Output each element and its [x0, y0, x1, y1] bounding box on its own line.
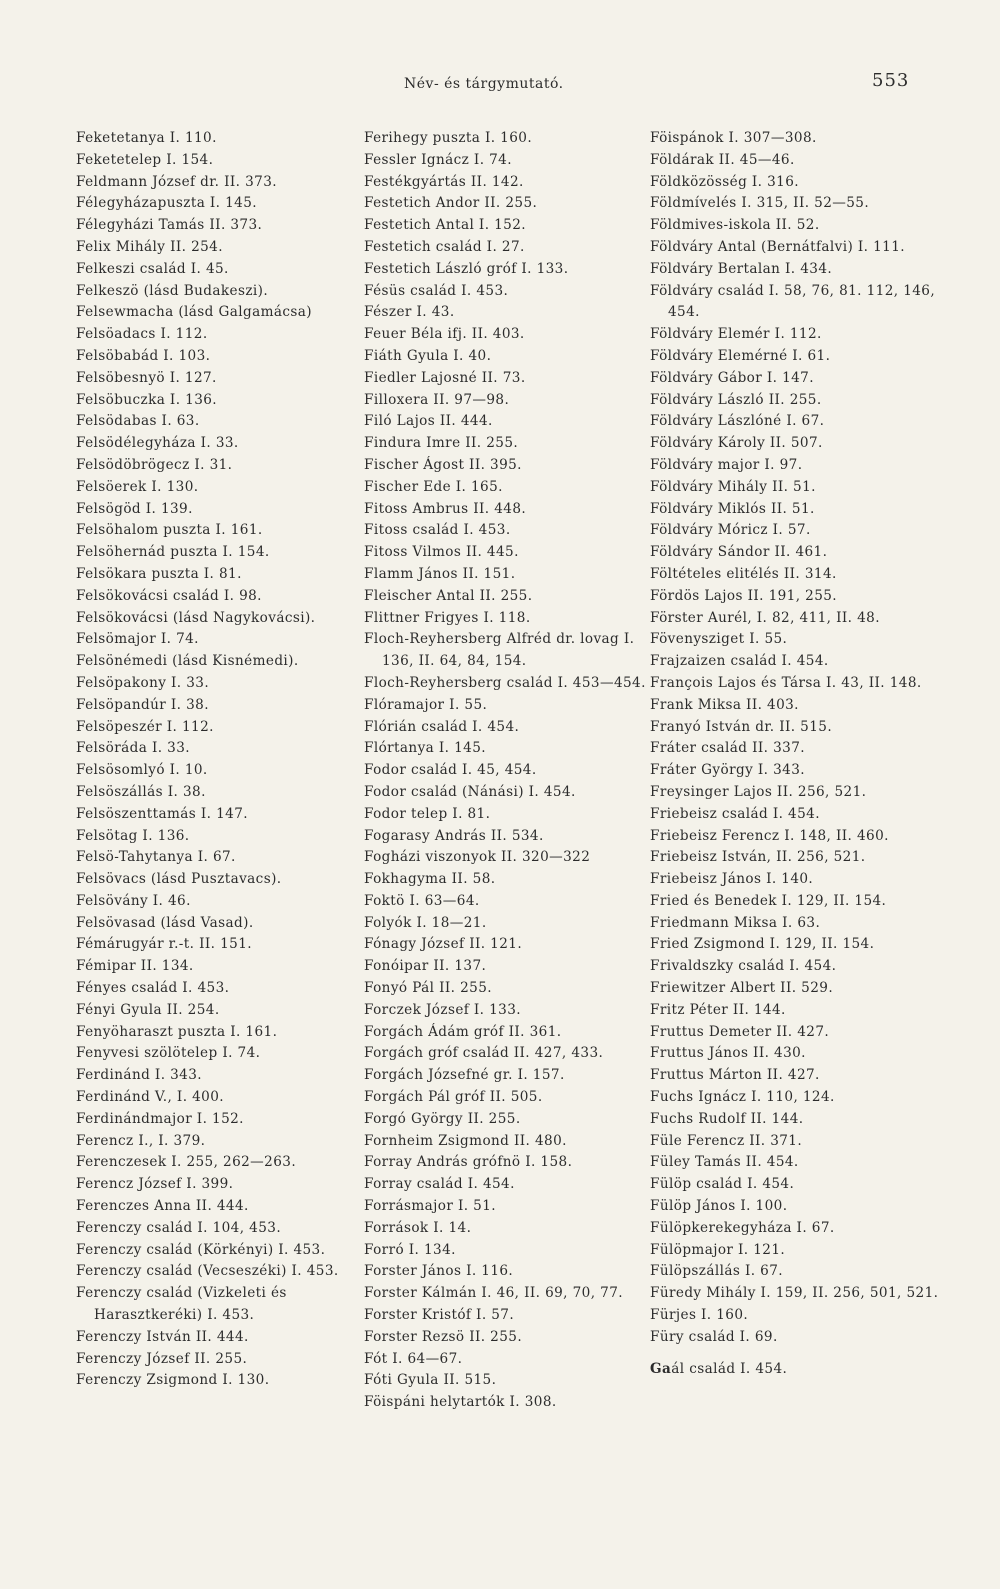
index-entry: Felix Mihály II. 254.: [76, 238, 223, 255]
index-entry: Fészer I. 43.: [364, 304, 455, 321]
index-entry: Fokhagyma II. 58.: [364, 871, 496, 888]
index-entry: Fülöp János I. 100.: [650, 1198, 788, 1215]
index-entry: Ferenczesek I. 255, 262—263.: [76, 1154, 297, 1171]
index-entry: Fráter család II. 337.: [650, 740, 805, 757]
page-header: [0, 70, 1000, 106]
index-entry: Ferenczy család (Vecseszéki) I. 453.: [76, 1263, 339, 1280]
index-column-3-list: [650, 128, 950, 1349]
index-entry: Fonyó Pál II. 255.: [364, 980, 492, 997]
index-entry: Fördös Lajos II. 191, 255.: [650, 587, 838, 604]
index-entry: Feldmann József dr. II. 373.: [76, 173, 277, 190]
index-entry: Felsöbesnyö I. 127.: [76, 369, 217, 386]
index-entry-rest: ál család I. 454.: [671, 1360, 788, 1377]
index-entry: Források I. 14.: [364, 1219, 472, 1236]
index-entry: Folyók I. 18—21.: [364, 914, 487, 931]
index-entry: Friebeisz János I. 140.: [650, 871, 814, 888]
index-entry: Földváry Elemérné I. 61.: [650, 347, 831, 364]
index-entry: Festékgyártás II. 142.: [364, 173, 524, 190]
index-entry: Felkeszi család I. 45.: [76, 260, 229, 277]
index-entry: Fonóipar II. 137.: [364, 958, 487, 975]
index-entry: Felsöerek I. 130.: [76, 478, 199, 495]
index-entry: Felsöszállás I. 38.: [76, 783, 206, 800]
index-entry: Felkeszö (lásd Budakeszi).: [76, 282, 269, 299]
index-entry: Frajzaizen család I. 454.: [650, 653, 829, 670]
index-entry: Felsewmacha (lásd Galgamácsa): [76, 304, 312, 321]
index-entry: Felsödöbrögecz I. 31.: [76, 456, 233, 473]
index-entry: Felsöbuczka I. 136.: [76, 391, 218, 408]
index-entry: Flóramajor I. 55.: [364, 696, 488, 713]
index-entry: Fleischer Antal II. 255.: [364, 587, 533, 604]
index-entry: Füredy Mihály I. 159, II. 256, 501, 521.: [650, 1285, 939, 1302]
index-entry: Findura Imre II. 255.: [364, 435, 519, 452]
index-entry: Felsöpakony I. 33.: [76, 674, 210, 691]
index-entry: Franyó István dr. II. 515.: [650, 718, 833, 735]
index-entry: Fitoss Ambrus II. 448.: [364, 500, 527, 517]
index-entry: Fiedler Lajosné II. 73.: [364, 369, 526, 386]
index-entry: Felsöadacs I. 112.: [76, 326, 208, 343]
section-initial: Ga: [650, 1360, 672, 1377]
index-entry: Felsöhernád puszta I. 154.: [76, 544, 270, 561]
index-entry: Friewitzer Albert II. 529.: [650, 980, 834, 997]
index-entry: Fót I. 64—67.: [364, 1350, 463, 1367]
index-entry: Floch-Reyhersberg Alfréd dr. lovag I. 136, II. 64, 84, 154.: [364, 631, 635, 670]
index-entry: Forgách Józsefné gr. I. 157.: [364, 1067, 565, 1084]
index-entry: Fésüs család I. 453.: [364, 282, 509, 299]
index-entry: Fráter György I. 343.: [650, 762, 805, 779]
index-entry: Ferenczy Zsigmond I. 130.: [76, 1372, 270, 1389]
index-entry: Felsövány I. 46.: [76, 892, 191, 909]
index-entry: Felsövacs (lásd Pusztavacs).: [76, 871, 282, 888]
index-entry: Füley Tamás II. 454.: [650, 1154, 799, 1171]
index-entry: Felsöszenttamás I. 147.: [76, 805, 248, 822]
index-entry: François Lajos és Társa I. 43, II. 148.: [650, 674, 922, 691]
index-entry: Forczek József I. 133.: [364, 1001, 521, 1018]
index-entry: Festetich László gróf I. 133.: [364, 260, 569, 277]
index-entry: Fülöpmajor I. 121.: [650, 1241, 786, 1258]
index-column-1: [76, 128, 366, 1392]
index-entry: Fényes család I. 453.: [76, 980, 230, 997]
index-entry: Forrásmajor I. 51.: [364, 1198, 496, 1215]
index-entry: Fenyöharaszt puszta I. 161.: [76, 1023, 278, 1040]
index-entry: Fitoss Vilmos II. 445.: [364, 544, 519, 561]
index-entry: Földárak II. 45—46.: [650, 151, 795, 168]
index-entry: Felsökovácsi család I. 98.: [76, 587, 262, 604]
index-entry: Frivaldszky család I. 454.: [650, 958, 837, 975]
index-entry: Felsödabas I. 63.: [76, 413, 200, 430]
index-entry: Friebeisz István, II. 256, 521.: [650, 849, 866, 866]
index-entry: Flórián család I. 454.: [364, 718, 520, 735]
index-entry: Földváry Elemér I. 112.: [650, 326, 822, 343]
index-entry: Festetich család I. 27.: [364, 238, 525, 255]
index-entry: Ferdinánd V., I. 400.: [76, 1089, 224, 1106]
index-entry: Földváry major I. 97.: [650, 456, 803, 473]
index-entry: Feuer Béla ifj. II. 403.: [364, 326, 525, 343]
index-column-2: [364, 128, 646, 1414]
index-entry: Forray család I. 454.: [364, 1176, 515, 1193]
index-entry: Földváry Gábor I. 147.: [650, 369, 814, 386]
index-entry: Ferihegy puszta I. 160.: [364, 130, 533, 146]
index-entry: Felsöbabád I. 103.: [76, 347, 211, 364]
index-entry: Fülöp család I. 454.: [650, 1176, 795, 1193]
index-entry: Festetich Antal I. 152.: [364, 217, 527, 234]
index-entry: Fischer Ágost II. 395.: [364, 456, 522, 473]
index-entry: Földváry család I. 58, 76, 81. 112, 146, 454.: [650, 282, 936, 321]
index-entry: Forró I. 134.: [364, 1241, 456, 1258]
index-entry: Forray András grófnö I. 158.: [364, 1154, 573, 1171]
index-entry: Filloxera II. 97—98.: [364, 391, 510, 408]
index-entry: Földváry Antal (Bernátfalvi) I. 111.: [650, 238, 905, 255]
index-entry: Füle Ferencz II. 371.: [650, 1132, 803, 1149]
index-entry: Felsöhalom puszta I. 161.: [76, 522, 263, 539]
index-entry: Földváry Bertalan I. 434.: [650, 260, 833, 277]
index-entry: Flittner Frigyes I. 118.: [364, 609, 531, 626]
index-entry: Ferenczy István II. 444.: [76, 1328, 249, 1345]
index-entry: Fémárugyár r.-t. II. 151.: [76, 936, 252, 953]
index-entry: Földváry Károly II. 507.: [650, 435, 823, 452]
page-number: 553: [872, 70, 910, 91]
index-entry: Felsösomlyó I. 10.: [76, 762, 208, 779]
index-entry-section-start: [650, 1359, 950, 1381]
index-entry: Fried Zsigmond I. 129, II. 154.: [650, 936, 875, 953]
index-entry: Földközösség I. 316.: [650, 173, 799, 190]
index-entry: Fodor telep I. 81.: [364, 805, 491, 822]
index-entry: Felsöpandúr I. 38.: [76, 696, 209, 713]
index-entry: Floch-Reyhersberg család I. 453—454.: [364, 674, 646, 691]
index-entry: Feketetanya I. 110.: [76, 130, 217, 146]
index-entry: Forster Kálmán I. 46, II. 69, 70, 77.: [364, 1285, 623, 1302]
index-entry: Felsövasad (lásd Vasad).: [76, 914, 254, 931]
index-entry: Felsöpeszér I. 112.: [76, 718, 214, 735]
index-entry: Feketetelep I. 154.: [76, 151, 214, 168]
index-entry: Ferdinándmajor I. 152.: [76, 1110, 244, 1127]
index-entry: Föispánok I. 307—308.: [650, 130, 817, 146]
index-entry: Festetich Andor II. 255.: [364, 195, 538, 212]
index-entry: Föispáni helytartók I. 308.: [364, 1394, 557, 1411]
index-entry: Felsökovácsi (lásd Nagykovácsi).: [76, 609, 316, 626]
index-entry: Félegyházapuszta I. 145.: [76, 195, 257, 212]
index-entry: Felsöráda I. 33.: [76, 740, 191, 757]
index-entry: Ferenczes Anna II. 444.: [76, 1198, 249, 1215]
index-entry: Forgách Ádám gróf II. 361.: [364, 1023, 562, 1040]
index-entry: Forster Rezsö II. 255.: [364, 1328, 523, 1345]
index-entry: Fenyvesi szölötelep I. 74.: [76, 1045, 261, 1062]
index-entry: Forgách gróf család II. 427, 433.: [364, 1045, 604, 1062]
index-entry: Ferenczy család (Körkényi) I. 453.: [76, 1241, 326, 1258]
index-entry: Fornheim Zsigmond II. 480.: [364, 1132, 567, 1149]
index-entry: Fémipar II. 134.: [76, 958, 194, 975]
index-entry: Földváry László II. 255.: [650, 391, 822, 408]
index-entry: Fessler Ignácz I. 74.: [364, 151, 512, 168]
index-entry: Fényi Gyula II. 254.: [76, 1001, 220, 1018]
index-entry: Forgách Pál gróf II. 505.: [364, 1089, 543, 1106]
index-entry: Földmívelés I. 315, II. 52—55.: [650, 195, 870, 212]
index-entry: Felsötag I. 136.: [76, 827, 190, 844]
index-entry: Fülöpkerekegyháza I. 67.: [650, 1219, 835, 1236]
index-entry: Ferenczy család (Vizkeleti és Harasztkeréki) I. 453.: [76, 1285, 287, 1324]
index-entry: Földváry Móricz I. 57.: [650, 522, 811, 539]
index-entry: Freysinger Lajos II. 256, 521.: [650, 783, 867, 800]
index-column-3: [650, 128, 950, 1380]
index-entry: Felsömajor I. 74.: [76, 631, 199, 648]
index-entry: Fóti Gyula II. 515.: [364, 1372, 497, 1389]
index-entry: Felsö-Tahytanya I. 67.: [76, 849, 236, 866]
index-entry: Fischer Ede I. 165.: [364, 478, 503, 495]
index-entry: Földváry Sándor II. 461.: [650, 544, 828, 561]
index-entry: Fritz Péter II. 144.: [650, 1001, 786, 1018]
index-entry: Fruttus János II. 430.: [650, 1045, 806, 1062]
index-entry: Filó Lajos II. 444.: [364, 413, 493, 430]
index-entry: Földváry Lászlóné I. 67.: [650, 413, 825, 430]
index-entry: Fiáth Gyula I. 40.: [364, 347, 492, 364]
index-entry: Forster János I. 116.: [364, 1263, 514, 1280]
index-entry: Fuchs Ignácz I. 110, 124.: [650, 1089, 835, 1106]
index-entry: Foktö I. 63—64.: [364, 892, 480, 909]
index-entry: Fodor család I. 45, 454.: [364, 762, 537, 779]
index-entry: Fogarasy András II. 534.: [364, 827, 544, 844]
index-entry: Förster Aurél, I. 82, 411, II. 48.: [650, 609, 880, 626]
index-entry: Fogházi viszonyok II. 320—322: [364, 849, 591, 866]
index-entry: Fruttus Demeter II. 427.: [650, 1023, 830, 1040]
index-entry: Fitoss család I. 453.: [364, 522, 511, 539]
index-entry: Fodor család (Nánási) I. 454.: [364, 783, 576, 800]
index-entry: Ferenczy család I. 104, 453.: [76, 1219, 282, 1236]
index-entry: Felsökara puszta I. 81.: [76, 565, 242, 582]
index-entry: Félegyházi Tamás II. 373.: [76, 217, 263, 234]
index-entry: Fürjes I. 160.: [650, 1307, 749, 1324]
index-entry: Forgó György II. 255.: [364, 1110, 521, 1127]
index-entry: Fülöpszállás I. 67.: [650, 1263, 783, 1280]
index-entry: Földváry Mihály II. 51.: [650, 478, 816, 495]
index-entry: Ferencz József I. 399.: [76, 1176, 234, 1193]
index-entry: Ferenczy József II. 255.: [76, 1350, 248, 1367]
index-entry: Flamm János II. 151.: [364, 565, 516, 582]
index-entry: Füry család I. 69.: [650, 1328, 778, 1345]
index-entry: Földmives-iskola II. 52.: [650, 217, 820, 234]
index-entry: Friedmann Miksa I. 63.: [650, 914, 821, 931]
index-entry: Földváry Miklós II. 51.: [650, 500, 815, 517]
index-entry: Fuchs Rudolf II. 144.: [650, 1110, 804, 1127]
index-entry: Friebeisz család I. 454.: [650, 805, 820, 822]
index-entry: Forster Kristóf I. 57.: [364, 1307, 515, 1324]
index-entry: Felsönémedi (lásd Kisnémedi).: [76, 653, 299, 670]
index-entry: Ferencz I., I. 379.: [76, 1132, 206, 1149]
index-entry: Fried és Benedek I. 129, II. 154.: [650, 892, 887, 909]
index-entry: Frank Miksa II. 403.: [650, 696, 799, 713]
index-entry: Fónagy József II. 121.: [364, 936, 523, 953]
index-entry: Friebeisz Ferencz I. 148, II. 460.: [650, 827, 889, 844]
running-title: Név- és tárgymutató.: [404, 76, 564, 92]
index-entry: Felsödélegyháza I. 33.: [76, 435, 239, 452]
index-entry: Felsögöd I. 139.: [76, 500, 193, 517]
index-entry: Fövenysziget I. 55.: [650, 631, 788, 648]
index-entry: Flórtanya I. 145.: [364, 740, 486, 757]
index-entry: Ferdinánd I. 343.: [76, 1067, 202, 1084]
index-entry: Fruttus Márton II. 427.: [650, 1067, 820, 1084]
index-entry: Föltételes elitélés II. 314.: [650, 565, 837, 582]
